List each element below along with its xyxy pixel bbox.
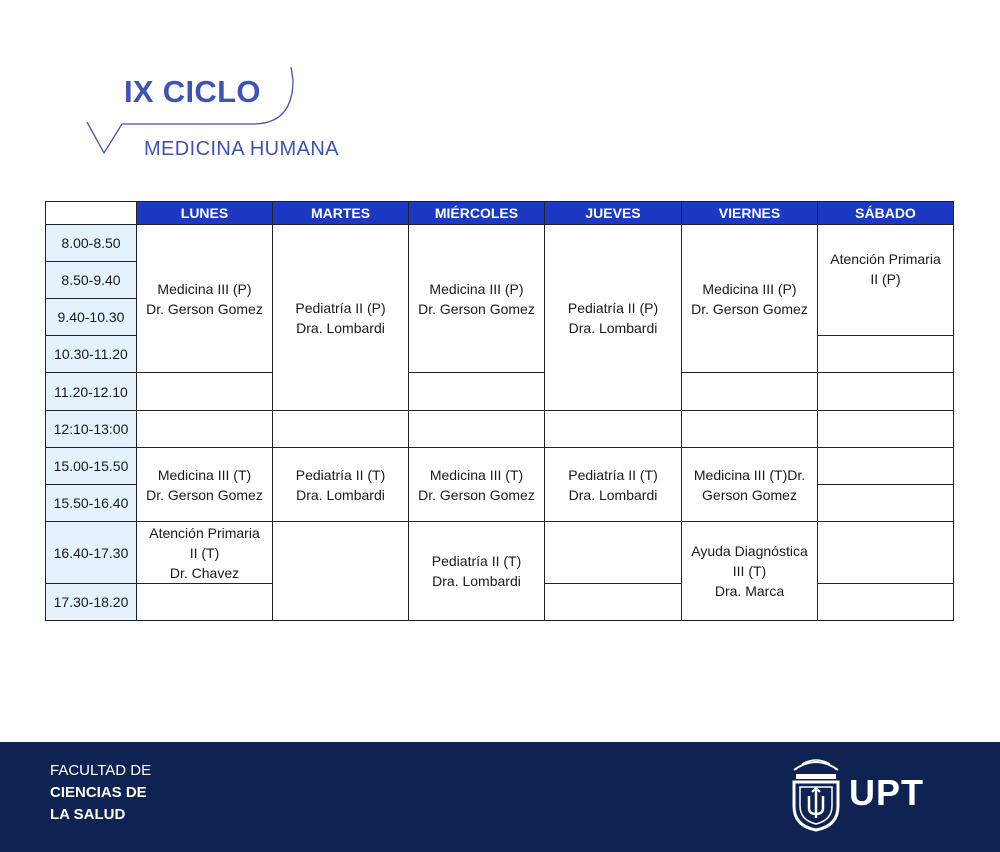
time-slot: 10.30-11.20	[46, 336, 137, 373]
day-header-viernes: VIERNES	[682, 202, 818, 225]
day-header-jueves: JUEVES	[545, 202, 682, 225]
course-name: Pediatría II (P)	[295, 299, 386, 316]
schedule-table	[45, 201, 954, 621]
time-slot: 15.00-15.50	[46, 448, 137, 485]
course-name: Pediatría II (T)	[568, 466, 658, 483]
time-slot: 9.40-10.30	[46, 299, 137, 336]
empty-cell	[818, 411, 954, 448]
faculty-line: FACULTAD DE	[50, 762, 152, 779]
empty-cell	[682, 373, 818, 411]
table-row	[46, 411, 954, 448]
corner-cell	[46, 202, 137, 225]
teacher-name: Dra. Marca	[714, 583, 785, 599]
empty-cell	[137, 411, 273, 448]
teacher-name: Dra. Lombardi	[296, 319, 385, 336]
teacher-name: Dr. Gerson Gomez	[418, 300, 535, 317]
class-cell-viernes-pm	[682, 448, 818, 522]
course-name: Atención Primaria	[830, 251, 941, 267]
table-row	[46, 373, 954, 411]
teacher-name: Dr. Gerson Gomez	[146, 486, 263, 503]
day-header-martes: MARTES	[273, 202, 409, 225]
class-cell-viernes-am	[682, 225, 818, 373]
empty-cell	[273, 411, 409, 448]
teacher-name: Dra. Lombardi	[568, 319, 658, 336]
time-slot: 8.00-8.50	[46, 225, 137, 262]
time-slot: 16.40-17.30	[46, 522, 137, 584]
teacher-name: Dr. Chavez	[169, 564, 240, 581]
empty-cell	[818, 448, 954, 485]
teacher-name: Gerson Gomez	[702, 486, 797, 503]
footer-bar	[0, 742, 1000, 852]
time-slot: 11.20-12.10	[46, 373, 137, 411]
empty-cell	[682, 411, 818, 448]
empty-cell	[818, 522, 954, 584]
time-slot: 15.50-16.40	[46, 485, 137, 522]
empty-cell	[273, 522, 409, 621]
career-subtitle: MEDICINA HUMANA	[144, 138, 339, 160]
course-name: Pediatría II (T)	[431, 553, 522, 569]
course-name: Medicina III (P)	[702, 280, 797, 297]
table-row	[46, 448, 954, 485]
course-name: Ayuda Diagnóstica	[691, 543, 808, 559]
class-cell-miercoles-pm	[409, 448, 545, 522]
course-name: Medicina III (T)Dr.	[693, 466, 806, 483]
empty-cell	[137, 373, 273, 411]
class-cell-lunes-late	[137, 522, 273, 584]
course-name: Atención Primaria	[149, 524, 260, 541]
teacher-name: Dr. Gerson Gomez	[146, 300, 263, 317]
empty-cell	[818, 584, 954, 621]
course-name: Medicina III (P)	[429, 280, 524, 297]
course-name: Medicina III (T)	[157, 466, 252, 483]
course-name: Pediatría II (P)	[567, 299, 659, 316]
time-slot: 12:10-13:00	[46, 411, 137, 448]
empty-cell	[545, 411, 682, 448]
class-cell-miercoles-am	[409, 225, 545, 373]
teacher-name: Dra. Lombardi	[568, 486, 658, 503]
faculty-name	[50, 760, 151, 826]
course-name-cont: II (T)	[189, 544, 220, 561]
faculty-line: LA SALUD	[50, 806, 126, 823]
course-name: Medicina III (P)	[157, 280, 252, 297]
table-row	[46, 522, 954, 584]
empty-cell	[409, 373, 545, 411]
day-header-lunes: LUNES	[137, 202, 273, 225]
empty-cell	[818, 485, 954, 522]
class-cell-martes-am	[273, 225, 409, 411]
course-name: Medicina III (T)	[429, 466, 524, 483]
course-name-cont: III (T)	[732, 563, 767, 579]
class-cell-jueves-am	[545, 225, 682, 411]
university-seal-icon	[788, 756, 844, 832]
course-name: Pediatría II (T)	[295, 466, 386, 483]
empty-cell	[545, 584, 682, 621]
time-slot: 8.50-9.40	[46, 262, 137, 299]
teacher-name: Dr. Gerson Gomez	[691, 300, 808, 317]
day-header-row	[46, 202, 954, 225]
cycle-title: IX CICLO	[124, 74, 261, 109]
teacher-name: Dra. Lombardi	[432, 573, 521, 589]
day-header-sabado: SÁBADO	[818, 202, 954, 225]
class-cell-jueves-pm	[545, 448, 682, 522]
class-cell-viernes-late	[682, 522, 818, 621]
empty-cell	[818, 336, 954, 373]
class-cell-miercoles-late	[409, 522, 545, 621]
teacher-name: Dra. Lombardi	[296, 486, 385, 503]
course-name-cont: II (P)	[870, 271, 901, 287]
empty-cell	[545, 522, 682, 584]
class-cell-lunes-pm	[137, 448, 273, 522]
faculty-line: CIENCIAS DE	[50, 784, 147, 801]
day-header-miercoles: MIÉRCOLES	[409, 202, 545, 225]
empty-cell	[409, 411, 545, 448]
class-cell-sabado-am	[818, 225, 954, 336]
table-row	[46, 225, 954, 262]
brand-logo-text: UPT	[849, 772, 924, 813]
empty-cell	[818, 373, 954, 411]
teacher-name: Dr. Gerson Gomez	[418, 486, 535, 503]
empty-cell	[137, 584, 273, 621]
time-slot: 17.30-18.20	[46, 584, 137, 621]
class-cell-martes-pm	[273, 448, 409, 522]
class-cell-lunes-am	[137, 225, 273, 373]
